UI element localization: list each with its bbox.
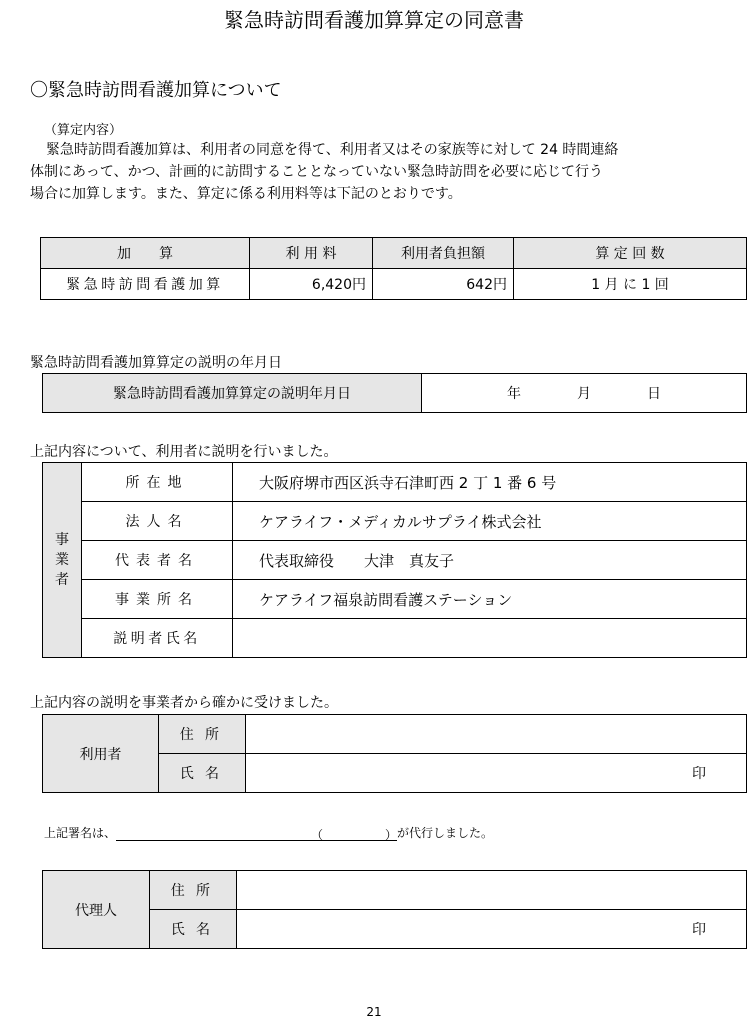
proxy-address-row [43,871,747,910]
page-number: 21 [366,1005,382,1019]
header-burden: 利用者負担額 [373,238,514,269]
explained-heading: 上記内容について、利用者に説明を行いました。 [30,444,338,460]
description-paragraph [30,139,745,205]
fee-table-row [41,269,747,300]
cell-fee: 6,420円 [250,269,373,300]
proxy-suffix: が代行しました。 [397,826,494,840]
content-label: （算定内容） [44,123,123,138]
proxy-address-field[interactable] [237,871,747,910]
paragraph-line-2: 体制にあって、かつ、計画的に訪問することとなっていない緊急時訪問を必要に応じて行う [30,164,604,180]
business-table [42,462,747,658]
user-address-field[interactable] [246,715,747,754]
received-heading: 上記内容の説明を事業者から確かに受けました。 [30,695,338,711]
business-row-explainer [43,619,747,658]
fee-table-header-row [41,238,747,269]
header-fee: 利 用 料 [250,238,373,269]
proxy-name-field[interactable] [237,910,747,949]
cell-burden: 642円 [373,269,514,300]
label-representative: 代表者名 [82,541,233,580]
user-name-field[interactable] [246,754,747,793]
proxy-relation-blank[interactable] [323,826,385,841]
proxy-prefix: 上記署名は、 [44,826,117,840]
proxy-signer-blank[interactable] [116,826,311,841]
value-address: 大阪府堺市西区浜寺石津町西 2 丁 1 番 6 号 [233,463,747,502]
explanation-date-label: 緊急時訪問看護加算算定の説明年月日 [43,374,422,413]
cell-addition-name: 緊急時訪問看護加算 [41,269,250,300]
header-addition: 加 算 [41,238,250,269]
user-sign-table [42,714,747,793]
explanation-date-field[interactable]: 年 月 日 [422,374,747,413]
explanation-date-table [42,373,747,413]
section-heading: 〇緊急時訪問看護加算について [30,80,282,101]
user-group-label: 利用者 [43,715,159,793]
proxy-name-label: 氏名 [150,910,237,949]
value-office: ケアライフ福泉訪問看護ステーション [233,580,747,619]
document-title: 緊急時訪問看護加算算定の同意書 [224,8,524,32]
user-address-label: 住所 [159,715,246,754]
proxy-paren-open: （ [311,828,324,842]
user-seal-mark: 印 [692,766,706,782]
value-representative: 代表取締役 大津 真友子 [233,541,747,580]
user-address-row [43,715,747,754]
business-side-label [43,463,82,658]
paragraph-line-1: 緊急時訪問看護加算は、利用者の同意を得て、利用者又はその家族等に対して 24 時間連絡 [46,142,619,158]
proxy-address-label: 住所 [150,871,237,910]
explanation-date-heading: 緊急時訪問看護加算算定の説明の年月日 [30,355,282,371]
label-explainer: 説明者氏名 [82,619,233,658]
business-row-representative [43,541,747,580]
proxy-paren-close: ） [385,828,398,842]
fee-table [40,237,747,300]
label-corporation: 法人名 [82,502,233,541]
label-address: 所在地 [82,463,233,502]
label-office: 事業所名 [82,580,233,619]
user-name-label: 氏名 [159,754,246,793]
proxy-statement [44,824,493,841]
header-frequency: 算 定 回 数 [514,238,747,269]
business-row-office [43,580,747,619]
business-side-label-text: 事業者 [55,532,69,588]
proxy-group-label: 代理人 [43,871,150,949]
proxy-sign-table [42,870,747,949]
business-row-corporation [43,502,747,541]
proxy-seal-mark: 印 [692,922,706,938]
value-corporation: ケアライフ・メディカルサプライ株式会社 [233,502,747,541]
explainer-name-field[interactable] [233,619,747,658]
paragraph-line-3: 場合に加算します。また、算定に係る利用料等は下記のとおりです。 [30,186,462,202]
business-row-address [43,463,747,502]
cell-frequency: 1 月 に 1 回 [514,269,747,300]
